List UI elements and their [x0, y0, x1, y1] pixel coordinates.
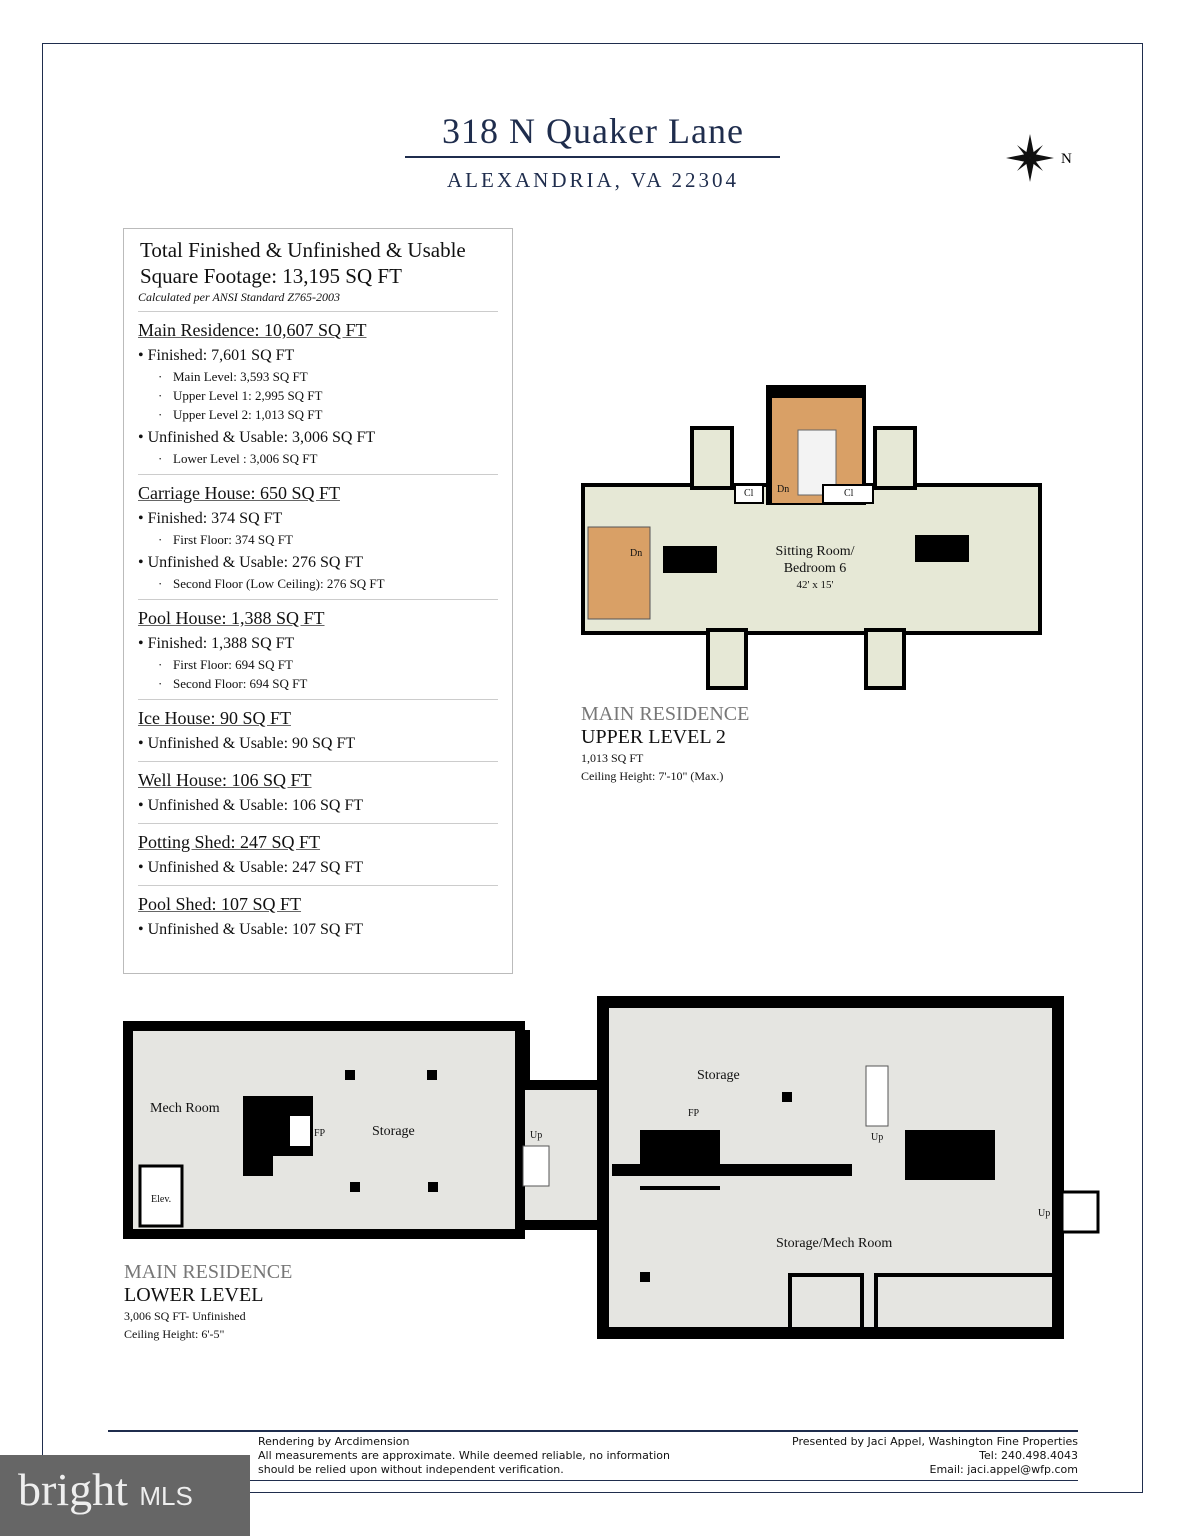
section-title: Main Residence: 10,607 SQ FT [138, 320, 367, 340]
total-line-2: Square Footage: 13,195 SQ FT [140, 264, 402, 288]
section-subitem: · Second Floor: 694 SQ FT [138, 674, 498, 693]
fireplace-label: FP [314, 1128, 326, 1139]
room-storage-mech: Storage/Mech Room [776, 1236, 893, 1251]
footer-divider [108, 1430, 1078, 1432]
section-subitem: · Lower Level : 3,006 SQ FT [138, 449, 498, 468]
room-storage: Storage [372, 1124, 415, 1139]
section-title: Potting Shed: 247 SQ FT [138, 832, 321, 852]
section-item: • Unfinished & Usable: 107 SQ FT [138, 921, 364, 938]
section-item: • Finished: 7,601 SQ FT [138, 347, 295, 364]
section-item: • Finished: 1,388 SQ FT [138, 635, 295, 652]
section-subitem: · Second Floor (Low Ceiling): 276 SQ FT [138, 574, 498, 593]
upper-level-2-plan [583, 385, 1040, 688]
footer-disclaimer: Rendering by Arcdimension All measurements are approximate. While deemed reliable, no information should be relied upon without independent verification. [258, 1435, 670, 1476]
section-title: Ice House: 90 SQ FT [138, 708, 291, 728]
stair-up-label: Up [530, 1130, 543, 1141]
elevator-label: Elev. [151, 1194, 172, 1205]
fireplace-label: FP [688, 1108, 700, 1119]
section-title: Pool Shed: 107 SQ FT [138, 894, 302, 914]
bright-mls-watermark: bright MLS [0, 1455, 250, 1536]
closet-label: Cl [844, 488, 854, 499]
calc-note: Calculated per ANSI Standard Z765-2003 [138, 290, 340, 304]
closet-label: Cl [744, 488, 754, 499]
room-storage: Storage [697, 1068, 740, 1083]
footer-contact: Presented by Jaci Appel, Washington Fine Properties Tel: 240.498.4043 Email: jaci.appel@wfp.com [792, 1435, 1078, 1476]
section-item: • Unfinished & Usable: 3,006 SQ FT [138, 429, 376, 446]
section-subitem: · Upper Level 2: 1,013 SQ FT [138, 405, 498, 424]
lower-level-label: MAIN RESIDENCE LOWER LEVEL 3,006 SQ FT- Unfinished Ceiling Height: 6'-5" [124, 1261, 293, 1341]
section-title: Carriage House: 650 SQ FT [138, 483, 340, 503]
section-title: Well House: 106 SQ FT [138, 770, 312, 790]
section-item: • Unfinished & Usable: 106 SQ FT [138, 797, 364, 814]
room-sitting-room: Sitting Room/ Bedroom 6 42' x 15' [775, 544, 855, 591]
section-item: • Unfinished & Usable: 90 SQ FT [138, 735, 356, 752]
stair-up-label: Up [1038, 1208, 1051, 1219]
property-city: ALEXANDRIA, VA 22304 [447, 168, 739, 192]
section-item: • Finished: 374 SQ FT [138, 510, 283, 527]
section-item: • Unfinished & Usable: 276 SQ FT [138, 554, 364, 571]
section-title: Pool House: 1,388 SQ FT [138, 608, 325, 628]
stair-down-label: Dn [630, 548, 643, 559]
section-subitem: · Main Level: 3,593 SQ FT [138, 367, 498, 386]
section-subitem: · First Floor: 694 SQ FT [138, 655, 498, 674]
section-subitem: · First Floor: 374 SQ FT [138, 530, 498, 549]
section-item: • Unfinished & Usable: 247 SQ FT [138, 859, 364, 876]
room-mech: Mech Room [150, 1101, 220, 1116]
property-title: 318 N Quaker Lane [442, 111, 744, 151]
section-subitem: · Upper Level 1: 2,995 SQ FT [138, 386, 498, 405]
total-line-1: Total Finished & Unfinished & Usable [140, 238, 466, 262]
compass-label: N [1061, 151, 1072, 167]
footer-divider [108, 1480, 1078, 1481]
stair-down-label: Dn [777, 484, 790, 495]
stair-up-label: Up [871, 1132, 884, 1143]
upper-level-label: MAIN RESIDENCE UPPER LEVEL 2 1,013 SQ FT Ceiling Height: 7'-10" (Max.) [581, 703, 750, 783]
